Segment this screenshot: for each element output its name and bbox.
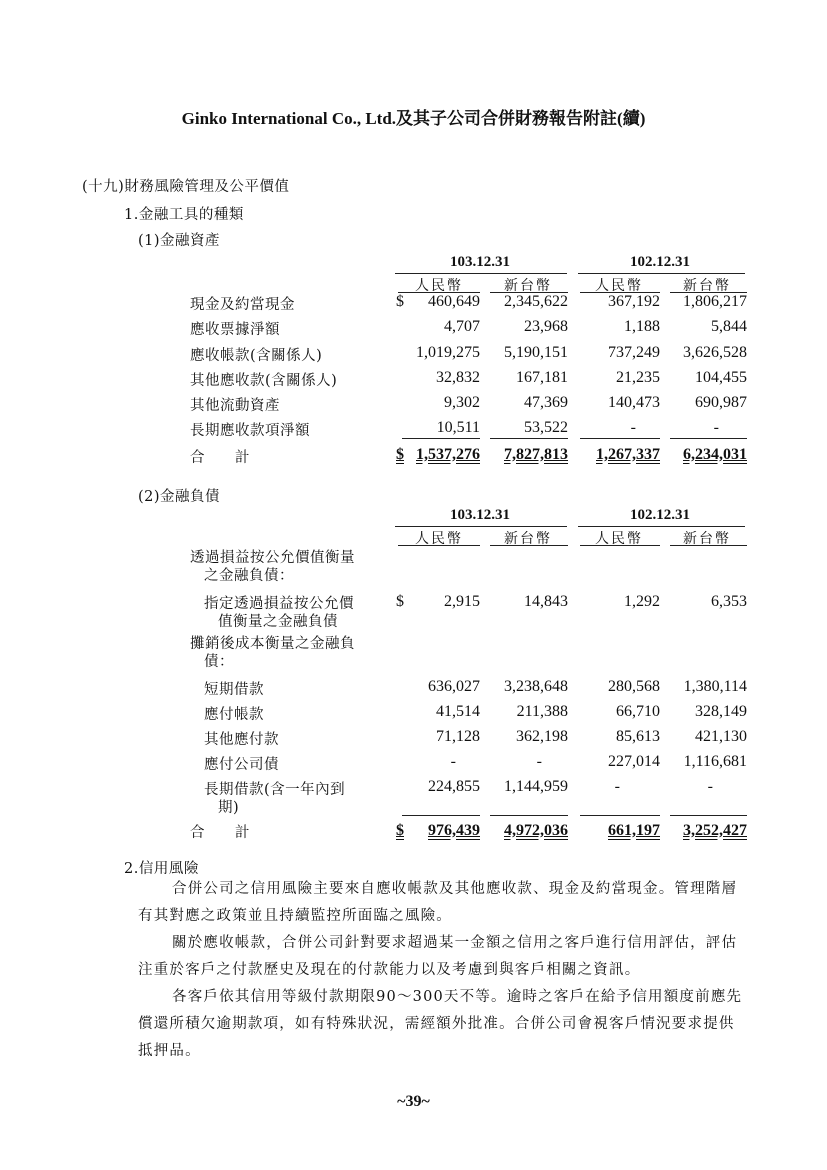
value-cell: 32,832 — [436, 369, 480, 386]
value-cell: 1,806,217 — [683, 293, 747, 310]
page-title: Ginko International Co., Ltd.及其子公司合併財務報告附註(續) — [181, 109, 646, 128]
value-cell: 167,181 — [516, 369, 568, 386]
value-cell: 636,027 — [428, 678, 480, 695]
paragraph: 合併公司之信用風險主要來自應收帳款及其他應收款、現金及約當現金。管理階層有其對應之政策並且持續監控所面臨之風險。 — [138, 881, 738, 924]
header-rule — [578, 526, 745, 527]
currency-header: 新台幣 — [504, 531, 552, 547]
value-cell: 6,353 — [711, 593, 747, 610]
dollar-sign: $ — [396, 446, 404, 463]
row-label: 值衡量之金融負債 — [218, 614, 338, 630]
value-cell: 2,345,622 — [504, 293, 568, 310]
value-cell: 737,249 — [608, 344, 660, 361]
currency-header: 新台幣 — [683, 278, 731, 294]
column-rule — [398, 545, 480, 546]
value-cell: 328,149 — [695, 703, 747, 720]
column-rule — [670, 545, 747, 546]
value-cell: 9,302 — [444, 394, 480, 411]
row-label: 短期借款 — [204, 682, 264, 698]
row-label: 其他應付款 — [204, 732, 279, 748]
value-cell: 690,987 — [695, 394, 747, 411]
header-rule — [578, 273, 745, 274]
value-cell: 53,522 — [524, 419, 568, 436]
value-cell: 85,613 — [616, 728, 660, 745]
subtotal-rule — [580, 815, 660, 816]
year-header: 102.12.31 — [630, 254, 690, 270]
value-cell: 1,380,114 — [683, 678, 747, 695]
value-cell: 1,116,681 — [683, 753, 747, 770]
total-cell: 6,234,031 — [683, 446, 747, 463]
row-label: 長期借款(含一年內到 — [204, 782, 346, 798]
liabilities-heading: (2)金融負債 — [138, 489, 221, 505]
currency-header: 新台幣 — [683, 531, 731, 547]
category-label: 透過損益按公允價值衡量 — [190, 550, 355, 566]
value-cell: 1,019,275 — [416, 344, 480, 361]
category-label: 債： — [204, 654, 234, 670]
section-heading: (十九)財務風險管理及公平價值 — [82, 179, 290, 195]
value-cell: 1,292 — [624, 593, 660, 610]
header-rule — [395, 526, 567, 527]
value-cell: 140,473 — [608, 394, 660, 411]
subtotal-rule — [490, 815, 568, 816]
currency-header: 人民幣 — [595, 278, 643, 294]
value-cell: 3,626,528 — [683, 344, 747, 361]
year-header: 103.12.31 — [450, 507, 510, 523]
total-cell: 1,537,276 — [416, 446, 480, 463]
value-cell: - — [614, 778, 620, 795]
row-label: 其他流動資產 — [190, 398, 280, 414]
total-label: 合 計 — [190, 450, 250, 466]
subtotal-rule — [402, 815, 480, 816]
total-cell: 4,972,036 — [504, 822, 568, 839]
value-cell: 421,130 — [695, 728, 747, 745]
value-cell: 227,014 — [608, 753, 660, 770]
value-cell: 362,198 — [516, 728, 568, 745]
value-cell: 21,235 — [616, 369, 660, 386]
currency-header: 人民幣 — [415, 278, 463, 294]
subsection-heading: 1.金融工具的種類 — [124, 207, 244, 223]
value-cell: 211,388 — [516, 703, 568, 720]
year-header: 103.12.31 — [450, 254, 510, 270]
value-cell: 2,915 — [444, 593, 480, 610]
value-cell: 5,844 — [711, 318, 747, 335]
value-cell: - — [707, 778, 713, 795]
value-cell: 3,238,648 — [504, 678, 568, 695]
row-label: 應收帳款(含關係人) — [190, 348, 323, 364]
value-cell: 10,511 — [436, 419, 480, 436]
row-label: 應收票據淨額 — [190, 322, 280, 338]
paragraph: 關於應收帳款，合併公司針對要求超過某一金額之信用之客戶進行信用評估，評估注重於客戶之付款歷史及現在的付款能力以及考慮到與客戶相關之資訊。 — [138, 935, 738, 978]
value-cell: 4,707 — [444, 318, 480, 335]
subtotal-rule — [580, 438, 660, 439]
total-cell: 661,197 — [608, 822, 660, 839]
total-cell: 3,252,427 — [683, 822, 747, 839]
value-cell: - — [536, 753, 542, 770]
row-label: 應付公司債 — [204, 757, 279, 773]
value-cell: 41,514 — [436, 703, 480, 720]
dollar-sign: $ — [396, 822, 404, 839]
subtotal-rule — [490, 438, 568, 439]
currency-header: 人民幣 — [415, 531, 463, 547]
value-cell: - — [450, 753, 456, 770]
total-cell: 7,827,813 — [504, 446, 568, 463]
row-label: 其他應收款(含關係人) — [190, 373, 338, 389]
value-cell: 104,455 — [695, 369, 747, 386]
value-cell: 1,188 — [624, 318, 660, 335]
value-cell: 47,369 — [524, 394, 568, 411]
dollar-sign: $ — [396, 593, 404, 610]
paragraph: 各客戶依其信用等級付款期限90～300天不等。逾時之客戶在給予信用額度前應先償還所積欠逾期款項，如有特殊狀況，需經額外批准。合併公司會視客戶情況要求提供抵押品。 — [138, 989, 743, 1059]
credit-risk-heading: 2.信用風險 — [124, 861, 199, 877]
value-cell: 66,710 — [616, 703, 660, 720]
row-label: 現金及約當現金 — [190, 297, 295, 313]
subtotal-rule — [670, 438, 747, 439]
header-rule — [395, 273, 567, 274]
value-cell: 224,855 — [428, 778, 480, 795]
year-header: 102.12.31 — [630, 507, 690, 523]
row-label: 長期應收款項淨額 — [190, 423, 310, 439]
assets-heading: (1)金融資產 — [138, 233, 221, 249]
currency-header: 新台幣 — [504, 278, 552, 294]
value-cell: 1,144,959 — [504, 778, 568, 795]
currency-header: 人民幣 — [595, 531, 643, 547]
subtotal-rule — [670, 815, 747, 816]
row-label: 指定透過損益按公允價 — [204, 596, 354, 612]
dollar-sign: $ — [396, 293, 404, 310]
value-cell: 14,843 — [524, 593, 568, 610]
total-cell: 976,439 — [428, 822, 480, 839]
value-cell: 71,128 — [436, 728, 480, 745]
value-cell: 280,568 — [608, 678, 660, 695]
value-cell: 23,968 — [524, 318, 568, 335]
value-cell: 5,190,151 — [504, 344, 568, 361]
total-cell: 1,267,337 — [596, 446, 660, 463]
category-label: 攤銷後成本衡量之金融負 — [190, 636, 355, 652]
value-cell: - — [630, 419, 636, 436]
total-label: 合 計 — [190, 825, 250, 841]
column-rule — [490, 545, 568, 546]
category-label: 之金融負債： — [204, 568, 294, 584]
row-label: 期) — [218, 800, 240, 816]
value-cell: 367,192 — [608, 293, 660, 310]
value-cell: 460,649 — [428, 293, 480, 310]
column-rule — [580, 545, 660, 546]
page-number: ~39~ — [397, 1093, 430, 1110]
subtotal-rule — [402, 438, 480, 439]
value-cell: - — [713, 419, 719, 436]
row-label: 應付帳款 — [204, 707, 264, 723]
